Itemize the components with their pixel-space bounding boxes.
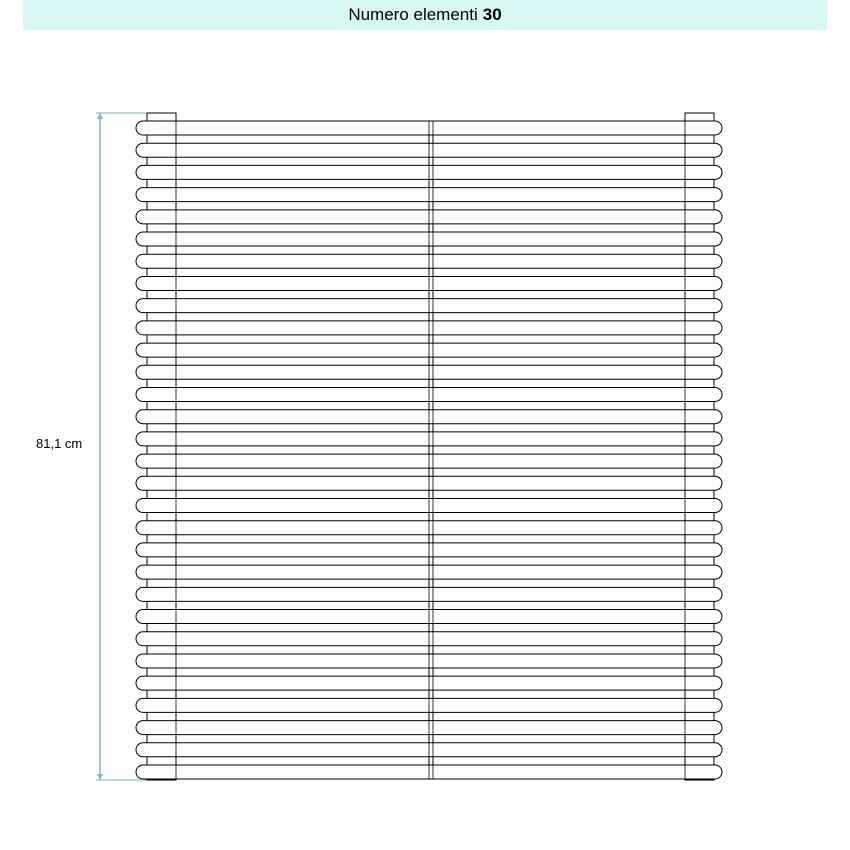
height-dimension-label: 81,1 cm: [36, 436, 83, 451]
elements-count-value: 30: [482, 5, 502, 24]
elements-count-label: Numero elementi: [348, 5, 478, 24]
